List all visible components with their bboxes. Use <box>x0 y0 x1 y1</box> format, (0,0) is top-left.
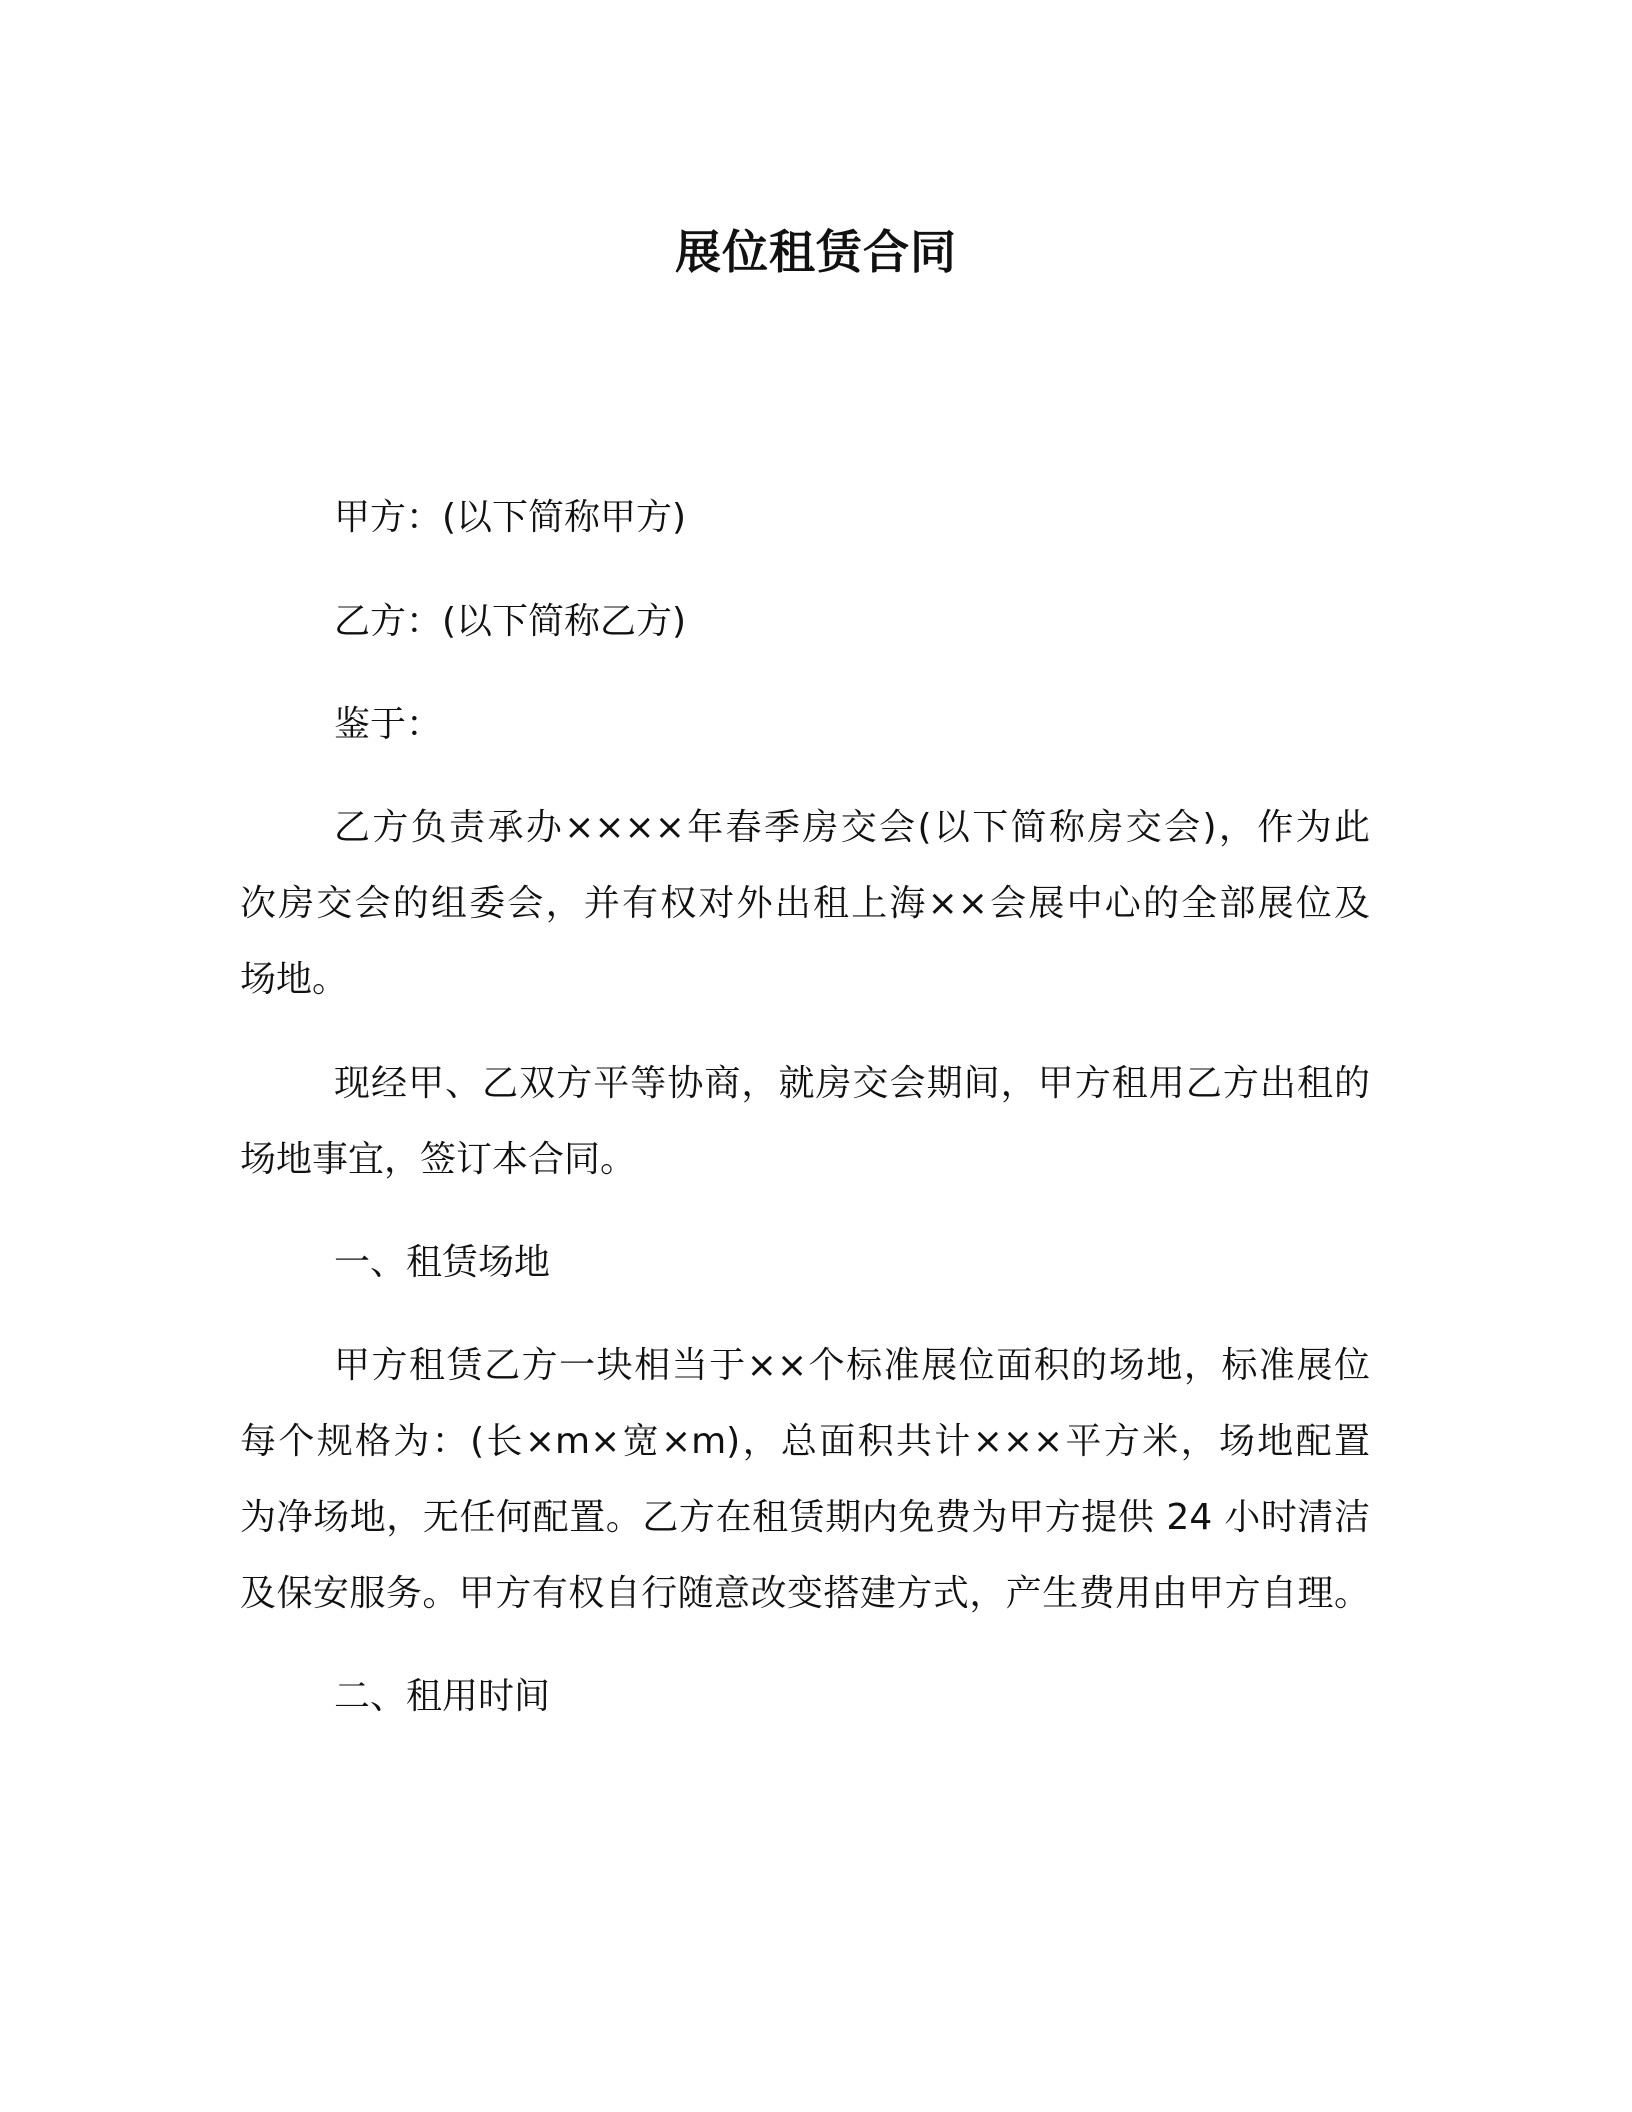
paragraph-line: 甲方租赁乙方一块相当于××个标准展位面积的场地，标准展位 <box>334 1345 1370 1386</box>
paragraph-line: 为净场地，无任何配置。乙方在租赁期内免费为甲方提供 24 小时清洁 <box>240 1497 1370 1538</box>
paragraph-line: 次房交会的组委会，并有权对外出租上海××会展中心的全部展位及 <box>240 883 1370 924</box>
whereas-line: 鉴于： <box>334 704 443 745</box>
paragraph-line: 每个规格为：(长×m×宽×m)，总面积共计×××平方米，场地配置 <box>240 1421 1370 1462</box>
paragraph-line: 场地事宜，签订本合同。 <box>240 1139 637 1180</box>
paragraph-line: 乙方负责承办××××年春季房交会(以下简称房交会)，作为此 <box>334 807 1370 848</box>
paragraph-line: 现经甲、乙双方平等协商，就房交会期间，甲方租用乙方出租的 <box>334 1063 1370 1104</box>
section-heading-rental-time: 二、租用时间 <box>334 1676 551 1717</box>
paragraph-line: 场地。 <box>240 959 349 1000</box>
section-heading-rental-site: 一、租赁场地 <box>334 1242 551 1283</box>
document-title: 展位租赁合同 <box>675 225 957 279</box>
party-b-line: 乙方：(以下简称乙方) <box>334 601 687 642</box>
party-a-line: 甲方：(以下简称甲方) <box>334 497 687 538</box>
paragraph-line: 及保安服务。甲方有权自行随意改变搭建方式，产生费用由甲方自理。 <box>240 1573 1370 1614</box>
